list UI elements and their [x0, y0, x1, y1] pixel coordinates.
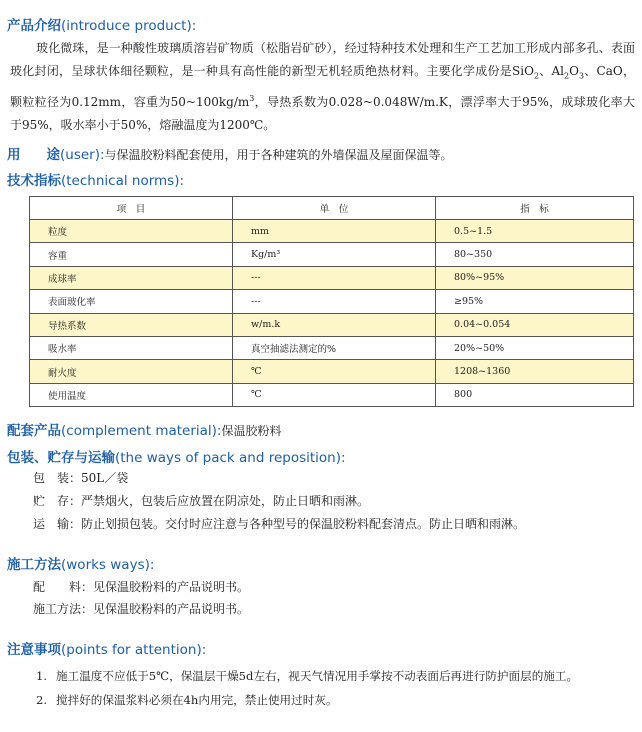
cell-item: 导热系数: [30, 313, 233, 336]
pack-line-1: 包 装：50L／袋: [33, 471, 129, 485]
cell-value: 0.04~0.054: [436, 313, 634, 336]
intro-sub-2: 2: [533, 71, 540, 81]
cell-unit: mm: [233, 220, 436, 243]
cell-value: 20%~50%: [436, 336, 634, 359]
cell-unit: 真空抽滤法测定的%: [233, 336, 436, 359]
table-row: [30, 360, 634, 383]
intro-text-2: 、Al: [539, 64, 565, 78]
complement-heading-en: (complement material):: [61, 423, 222, 439]
use-line: [7, 143, 453, 163]
table-row: [30, 243, 634, 266]
table-row: [30, 336, 634, 359]
pack-line-2: 贮 存：严禁烟火，包装后应放置在阴凉处，防止日晒和雨淋。: [33, 494, 370, 508]
attention-num-2: 2.: [36, 693, 48, 707]
intro-paragraph: [10, 37, 635, 137]
attention-text-2: 搅拌好的保温浆料必须在4h内用完，禁止使用过时灰。: [56, 693, 338, 707]
tech-col-value: 指 标: [436, 197, 634, 220]
tech-heading-en: (technical norms):: [61, 173, 185, 189]
intro-text-1: 玻化微珠，是一种酸性玻璃质溶岩矿物质（松脂岩矿砂），经过特种技术处理和生产工艺加工形成内部多孔、表面玻化封闭，呈球状体细径颗粒，是一种具有高性能的新型无机轻质绝热材料。主要化学成份是: [10, 41, 635, 78]
intro-sio: SiO: [512, 64, 534, 78]
cell-unit: ℃: [233, 383, 436, 406]
complement-text: 保温胶粉料: [221, 424, 282, 438]
cell-unit: ℃: [233, 360, 436, 383]
cell-unit: ---: [233, 266, 436, 289]
table-row: [30, 290, 634, 313]
table-row: [30, 383, 634, 406]
tech-col-unit: 单 位: [233, 197, 436, 220]
pack-line-3: 运 输：防止划损包装。交付时应注意与各种型号的保温胶粉料配套清点。防止日晒和雨淋。: [33, 517, 526, 531]
attention-heading-zh: 注意事项: [7, 642, 61, 658]
intro-sub-2b: 2: [564, 71, 570, 81]
tech-col-item: 项 目: [30, 197, 233, 220]
list-item: [36, 689, 338, 712]
intro-text-3: O: [569, 64, 579, 78]
pack-heading: [7, 446, 346, 466]
intro-heading-zh: 产品介绍: [7, 18, 61, 34]
cell-unit: Kg/m³: [233, 243, 436, 266]
attention-num-1: 1.: [36, 669, 48, 683]
cell-item: 耐火度: [30, 360, 233, 383]
intro-text-5: ，导热系数为0.028~0.048W/m.K，漂浮率大于95%，成球玻化率大于95%，吸水率小于50%，熔融温度为1200℃。: [10, 95, 635, 133]
use-label-a: 用: [7, 147, 21, 163]
cell-value: 0.5~1.5: [436, 220, 634, 243]
complement-heading-zh: 配套产品: [7, 423, 61, 439]
works-line-1: 配 料：见保温胶粉料的产品说明书。: [33, 580, 250, 594]
table-row: [30, 313, 634, 336]
use-text: 与保温胶粉料配套使用，用于各种建筑的外墙保温及屋面保温等。: [104, 148, 453, 162]
cell-item: 表面玻化率: [30, 290, 233, 313]
table-row: [30, 266, 634, 289]
use-label-en: (user):: [60, 147, 105, 163]
cell-item: 使用温度: [30, 383, 233, 406]
intro-sub-3: 3: [578, 71, 585, 81]
works-line-2: 施工方法：见保温胶粉料的产品说明书。: [33, 602, 250, 616]
tech-heading: [7, 169, 184, 189]
intro-sup-3: 3: [249, 94, 255, 104]
tech-table-header: [30, 197, 634, 220]
cell-unit: w/m.k: [233, 313, 436, 336]
cell-value: 1208~1360: [436, 360, 634, 383]
intro-heading: [7, 14, 196, 34]
attention-heading: [7, 638, 206, 658]
works-heading: [7, 553, 154, 573]
pack-heading-zh: 包装、贮存与运输: [7, 450, 115, 466]
tech-heading-zh: 技术指标: [7, 173, 61, 189]
pack-heading-en: (the ways of pack and reposition):: [115, 450, 346, 466]
cell-unit: ---: [233, 290, 436, 313]
cell-item: 容重: [30, 243, 233, 266]
works-heading-en: (works ways):: [61, 557, 155, 573]
list-item: [36, 665, 578, 688]
works-heading-zh: 施工方法: [7, 557, 61, 573]
cell-item: 成球率: [30, 266, 233, 289]
cell-item: 吸水率: [30, 336, 233, 359]
complement-line: [7, 419, 282, 439]
tech-table: [29, 196, 634, 407]
cell-value: ≥95%: [436, 290, 634, 313]
cell-value: 800: [436, 383, 634, 406]
table-row: [30, 220, 634, 243]
cell-value: 80%~95%: [436, 266, 634, 289]
attention-text-1: 施工温度不应低于5℃，保温层干燥5d左右，视天气情况用手掌按不动表面后再进行防护面层的施工。: [56, 669, 579, 683]
cell-value: 80~350: [436, 243, 634, 266]
intro-text-4: 、CaO，颗粒粒径为0.12mm，容重为50~100kg/m: [10, 64, 635, 110]
intro-heading-en: (introduce product):: [61, 18, 197, 34]
cell-item: 粒度: [30, 220, 233, 243]
attention-heading-en: (points for attention):: [61, 642, 207, 658]
use-label-b: 途: [46, 147, 60, 163]
